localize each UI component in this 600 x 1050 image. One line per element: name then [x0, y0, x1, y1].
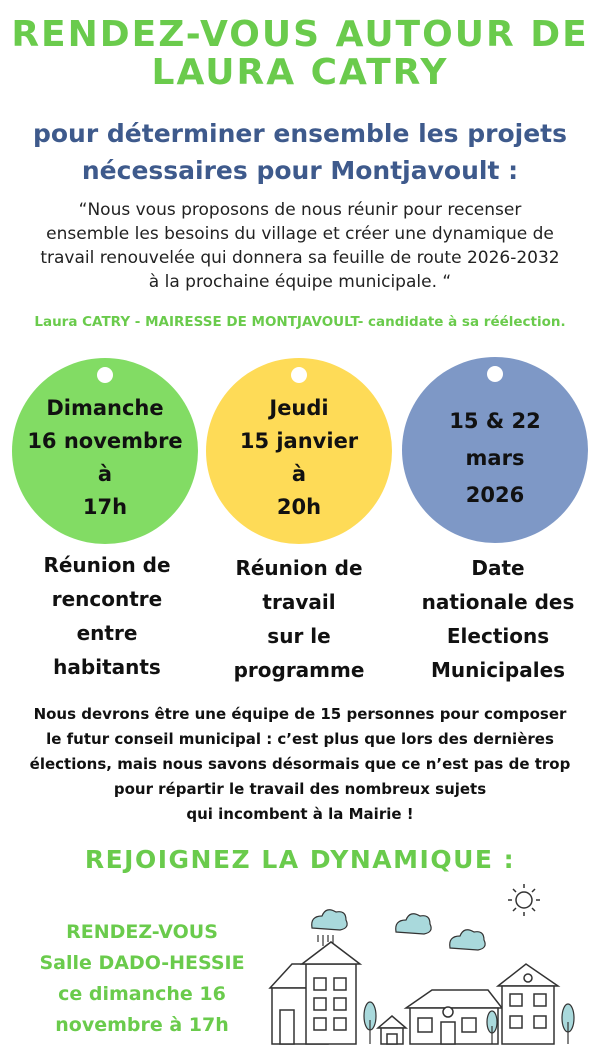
event-circle-3: [402, 357, 588, 543]
event-circle-2: [206, 358, 392, 544]
cloud-icon: [396, 914, 431, 934]
village-illustration: [262, 880, 582, 1045]
event-date: 15 & 22 mars 2026: [449, 408, 541, 507]
house-icon: [270, 942, 360, 1044]
house-icon: [378, 1016, 406, 1044]
meeting-info: RENDEZ-VOUS Salle DADO-HESSIE ce dimanche 16 novembre à 17h: [39, 921, 245, 1036]
house-icon: [498, 964, 558, 1044]
subtitle: [0, 115, 600, 189]
quote-block: [10, 198, 590, 294]
page-title: [0, 16, 600, 92]
quote-line: ensemble les besoins du village et créer une dynamique de: [46, 224, 554, 244]
title-line-2: LAURA CATRY: [151, 52, 449, 93]
event-caption: Réunion de rencontre entre habitants: [43, 553, 171, 679]
team-paragraph: Nous devrons être une équipe de 15 personnes pour composer le futur conseil municipal : c’est plus que lors des dernières élections, mais nous savons désormais que ce n’est pas de trop pour répartir le travail des nombreux sujets qui incombent à la Mairie !: [29, 705, 571, 823]
hang-hole-icon: [291, 367, 307, 383]
hang-hole-icon: [487, 366, 503, 382]
cloud-icon: [450, 930, 485, 950]
sun-icon: [508, 884, 540, 916]
hang-hole-icon: [97, 367, 113, 383]
rain-cloud-icon: [312, 910, 347, 946]
join-heading: REJOIGNEZ LA DYNAMIQUE :: [84, 845, 516, 874]
event-caption: Date nationale des Elections Municipales: [421, 556, 575, 682]
event-date: Dimanche 16 novembre à 17h: [27, 396, 183, 519]
event-date: Jeudi 15 janvier à 20h: [239, 396, 359, 519]
title-line-1: RENDEZ-VOUS AUTOUR DE: [11, 14, 589, 55]
tree-icon: [364, 1002, 376, 1044]
event-circle-1: [12, 358, 198, 544]
subtitle-line-1: pour déterminer ensemble les projets: [32, 119, 568, 148]
quote-line: “Nous vous proposons de nous réunir pour recenser: [78, 200, 522, 220]
signature: Laura CATRY - MAIRESSE DE MONTJAVOULT- candidate à sa réélection.: [34, 314, 566, 330]
quote-line: à la prochaine équipe municipale. “: [148, 272, 452, 292]
tree-icon: [562, 1004, 574, 1044]
quote-line: travail renouvelée qui donnera sa feuille de route 2026-2032: [40, 248, 560, 268]
event-caption: Réunion de travail sur le programme: [233, 556, 365, 682]
subtitle-line-2: nécessaires pour Montjavoult :: [81, 156, 519, 185]
